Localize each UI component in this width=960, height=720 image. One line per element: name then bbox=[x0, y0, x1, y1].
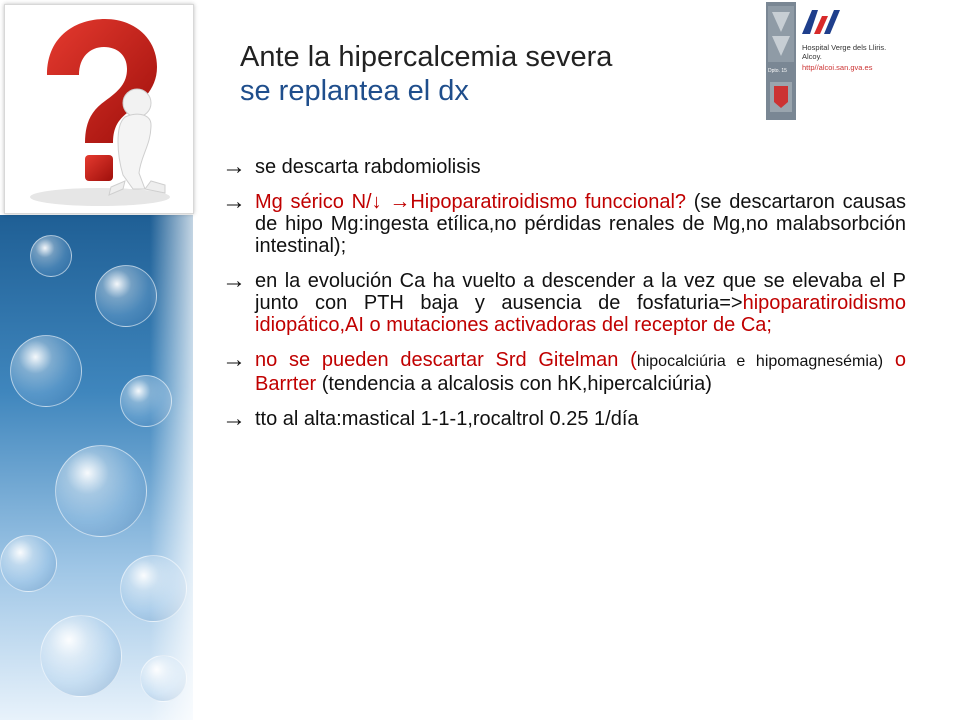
bullet-red-text: Mg sérico N/↓ bbox=[255, 191, 390, 213]
bullet-item bbox=[222, 346, 907, 395]
bullet-text: tto al alta:mastical 1-1-1,rocaltrol 0.25 1/día bbox=[255, 408, 639, 430]
bubble bbox=[30, 235, 72, 277]
hospital-logo bbox=[766, 2, 956, 120]
bullet-item bbox=[222, 405, 906, 432]
bullet-small-text: hipocalciúria e hipomagnesémia) bbox=[636, 353, 884, 370]
bullet-red-text: o Barrter bbox=[255, 349, 907, 395]
bullet-text: se descarta rabdomiolisis bbox=[255, 156, 481, 178]
logo-dept-tag: Dpto. 15 bbox=[768, 68, 787, 74]
slide-title bbox=[240, 40, 612, 108]
bubble bbox=[10, 335, 82, 407]
right-arrow-icon: → bbox=[222, 153, 246, 180]
bullet-item bbox=[222, 188, 907, 257]
bullet-text: en la evolución Ca ha vuelto a descender a la vez que se elevaba el P junto con PTH baja y ausencia de fosfaturia=> bbox=[255, 270, 906, 314]
logo-url: http//alcoi.san.gva.es bbox=[802, 63, 873, 72]
bullet-item bbox=[222, 267, 906, 336]
logo-side-bar bbox=[766, 2, 796, 120]
agencia-valenciana-salut-logo bbox=[800, 8, 840, 36]
logo-text-line-1: Hospital Verge dels Lliris. bbox=[802, 43, 887, 52]
bullet-text: (tendencia a alcalosis con hK,hipercalciúria) bbox=[321, 373, 712, 395]
bullet-red-text: Hipoparatiroidismo funccional? bbox=[410, 191, 687, 213]
logo-hospital-name bbox=[802, 43, 942, 61]
bullet-text: (se descartaron causas de hipo Mg:ingesta etílica,no pérdidas renales de Mg,no malabsorbción intestinal); bbox=[255, 191, 907, 257]
right-arrow-icon: → bbox=[222, 267, 246, 294]
title-line-1: Ante la hipercalcemia severa bbox=[240, 41, 613, 73]
title-line-2: se replantea el dx bbox=[240, 75, 469, 107]
right-arrow-icon: → bbox=[222, 346, 246, 373]
image-fade-edge bbox=[150, 215, 200, 720]
right-arrow-icon: → bbox=[222, 188, 246, 215]
inline-arrow-icon: → bbox=[389, 190, 411, 213]
bullet-red-text: no se pueden descartar Srd Gitelman ( bbox=[255, 349, 637, 371]
bubble bbox=[40, 615, 122, 697]
logo-text-line-2: Alcoy. bbox=[802, 52, 822, 61]
bubble bbox=[95, 265, 157, 327]
bullet-red-text: hipoparatiroidismo idiopático,AI o mutaciones activadoras del receptor de Ca; bbox=[255, 292, 906, 336]
right-arrow-icon: → bbox=[222, 405, 246, 432]
bullet-item bbox=[222, 153, 906, 180]
bullet-list bbox=[222, 153, 907, 443]
question-mark-figure-icon bbox=[4, 4, 194, 214]
bubble bbox=[0, 535, 57, 592]
bubble bbox=[55, 445, 147, 537]
